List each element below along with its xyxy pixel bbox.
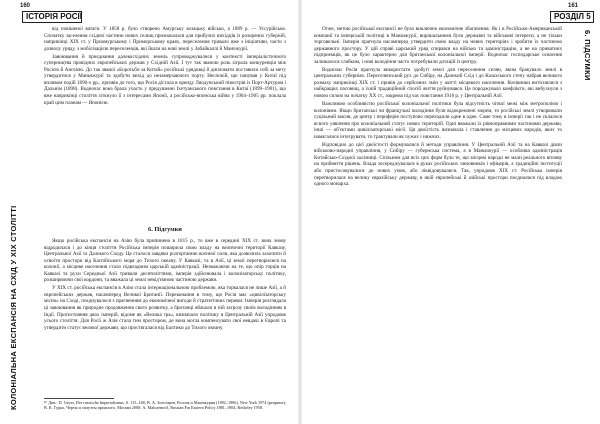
- right-page-number: 161: [568, 3, 579, 9]
- footnote-rule: [44, 398, 114, 399]
- right-running-header-box: [550, 11, 594, 23]
- right-running-header: РОЗДІЛ 5: [554, 12, 591, 21]
- paragraph: Завоювання й приєднання далекосхідних земель супроводжувалися у контексті імперіалістичного суперництва провідних європейських держав у Східній Азії. І тут так званою роль зіграла конкуренція між Росією й Англією. До так званої «Боротьби за Китай» російські урядовці й дипломати поставили собі за мету утвердитися у Маньчжурії та здобути вихід до незамерзаючого порту. Неспокій, що панував у Китаї під впливом подій 1890-х рр., призвів до того, що Росія дістала в оренду Ляодунський півострів із Порт-Артуром і Дальнім (1898). Водночас вона брала участь у придушенні Іхетуанського повстання в Китаї (1899–1901), що вже наприкінці століття зіткнуло її з інтересами Японії, а російсько-японська війна у 1904–1905 рр. поклала край цим планам — Японією.: [44, 53, 286, 106]
- left-upper-text: [44, 26, 286, 106]
- footnote: ⁴⁰ Див.: D. Geyer, Der russische Imperialismus, S. 115–168; В. А. Золотарев, Россия и Манчжурия (1892–1906), New York 1974 (репринт); В. К. Гурко, Черты и силуэты прошлого, Москва 2000; A. Malozemoff, Russian Far Eastern Policy 1881–1904, Berkeley 1958.: [44, 400, 286, 411]
- section-heading: 6. Підсумки: [148, 226, 182, 233]
- right-side-title: 6. ПІДСУМКИ: [583, 30, 592, 81]
- left-side-title: КОЛОНІАЛЬНА ЕКСПАНСІЯ НА СХІД У ХІХ СТОЛІТТІ: [9, 205, 18, 410]
- paragraph: від повішеної ватаги. У 1858 р. було створено Амурську козацьку військо, а 1889 р. — Уссурійське. Спочатку заселення східної частини нових селищ призначалася для прибулих вихідців із розорених губерній, наприкінці ХІХ ст. у Приамурському і Приморському краях, переселення тривало вже з ініціативи, часто з дозволу уряду, з мобілізацією переселенців, які йшли на нові землі у Забайкаллі й Манчжурії.: [44, 26, 286, 52]
- right-page: [300, 0, 600, 424]
- paragraph: У XIX ст. російська експансія в Азію стала інтернаціональною проблемою, яка торкалася не лише Азії, а й європейських держав, насамперед Великої Британії. Переконання в тому, що Росія має «цивілізаторську місію» на Сході, поєднувалося з прагненням до економічної вигоди й стратегічних переваг. Імперія розглядала ці завоювання як природне продовження свого розвитку, а британці вбачали в ній загрозу своїм володінням в Індії. Протистояння двох імперій, відоме як «Велика гра», визначало політику в Центральній Азії упродовж усього століття. Для Росії ж Азія стала тим простором, де вона могла компенсувати свої невдачі в Європі та утвердити статус великої держави, що простягалася від Балтики до Тихого океану.: [44, 285, 286, 331]
- left-lower-text: [44, 238, 286, 331]
- paragraph: Отже, метою російської експансії не було виключно економічне збагачення. Як і в Російсько-Американській компанії та імперській політиці в Маньчжурії, вирішальними були державні та військові інтереси, а не тільки торговельні. Імперія прагнула насамперед утвердити свою владу на нових територіях і зробити їх частиною державного простору. У цій справі царський уряд спирався на військо та адміністрацію, а не на приватних підприємців, як це було характерно для британської колоніальної імперії. Водночас господарське освоєння залишалося слабким, і нові володіння часто потребували дотацій із центру.: [314, 26, 562, 65]
- paragraph: Водночас Росія прагнула використати здобуті землі для переселення селян, яким бракувало землі в центральних губерніях. Переселенський рух до Сибіру, на Далекий Схід і до Казахського степу набрав великого розмаху наприкінці ХІХ ст. і привів до серйозних змін у житті місцевого населення. Кочівники витіснялися з найкращих пасовищ, а їхній традиційний спосіб життя руйнувався. Це породжувало конфлікти, які вибухнули з новою силою на початку ХХ ст., зокрема під час повстання 1916 р. у Центральній Азії.: [314, 66, 562, 99]
- left-running-header-box: [22, 11, 82, 23]
- left-page-number: 160: [20, 3, 31, 9]
- paragraph: Важливою особливістю російської колоніальної політики була відсутність чіткої межі між метрополією і колоніями. Якщо британські чи французькі володіння були відокремлені морем, то російські землі утворювали суцільний масив, де центр і периферія поступово переходили одне в одне. Саме тому в імперії так і не склалося ясного уявлення про колоніальний статус нових територій. Одні вважали їх рівноправними частинами держави, інші — об'єктами цивілізаторської місії. Ця двоїстість визначала і ставлення до місцевих народів, яких то намагалися інтегрувати, то трактували як чужих і нижчих.: [314, 101, 562, 140]
- paragraph: Відповідно до цієї двоїстості формувалися й методи управління. У Центральній Азії та на Кавказі діяли військово-народні управління, у Сибіру — губернська система, а в Маньчжурії — особлива адміністрація Китайсько-Східної залізниці. Спільним для всіх цих форм було те, що місцеві народи не мали реального впливу на прийняття рішень. Влада зосереджувалася в руках російських чиновників і офіцерів, а традиційні інституції або пристосовувалися до нових умов, або ліквідовувалися. Так, упродовж ХІХ ст. Російська імперія перетворилася на велику євразійську державу, в якій європейські й азійські простори поєдналися під владою одного монарха.: [314, 141, 562, 188]
- left-running-header: ІСТОРІЯ РОСІЇ: [26, 12, 82, 21]
- right-body-text: [314, 26, 562, 188]
- paragraph: Якщо російська експансія на Азію була припинена в 1815 р., то вже в середині XIX ст. вона знову відродилася і до кінця століття Російська імперія поширила свою владу на величезні території Кавказу, Центральної Азії та Далекого Сходу. Це сталося завдяки розгортанню воєнної сили, яка дозволила захопити й освоїти простори від Каспійського моря до Тихого океану. У Кавказі, та в Азії, ці землі перетворилися на колонії, а місцеве населення стало підвладним царській адміністрації. Незважаючи на те, що опір горців на Кавказі та рухи Середньої Азії тривали десятиліттями, імперія здійснювала і колонізаторську політику, розширюючи свої кордони, та вважала ці землі невід'ємною частиною держави.: [44, 238, 286, 284]
